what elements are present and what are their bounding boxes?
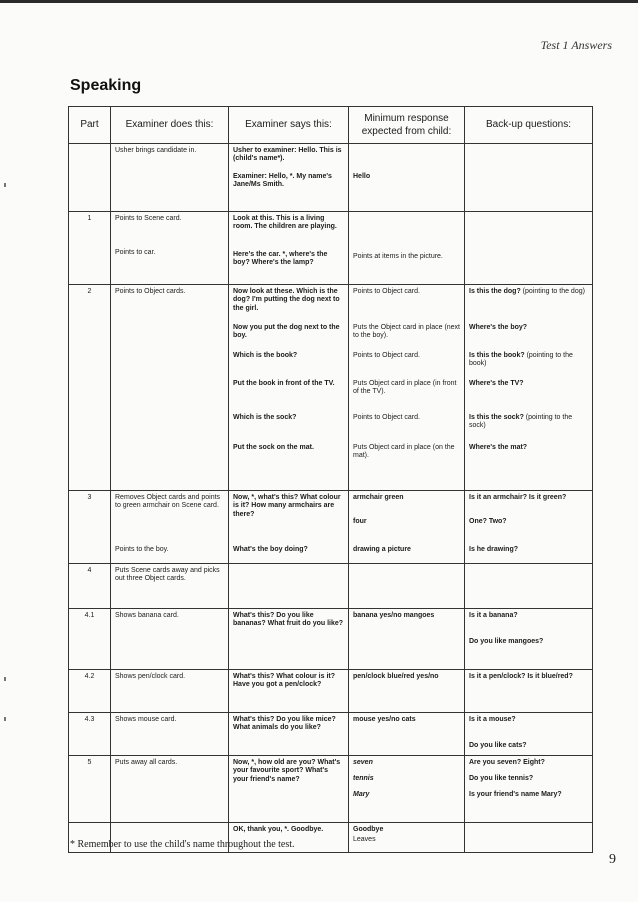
resp-text: Puts Object card in place (on the mat). bbox=[353, 444, 455, 460]
does-cell bbox=[111, 491, 229, 564]
says-text: What's this? Do you like mice? What animals do you like? bbox=[233, 716, 336, 732]
backup-cell bbox=[465, 670, 593, 713]
table-row bbox=[69, 491, 593, 564]
backup-text: Is it a mouse? bbox=[469, 716, 516, 723]
table-row bbox=[69, 713, 593, 756]
backup-text: Where's the TV? bbox=[469, 380, 524, 387]
does-cell bbox=[111, 144, 229, 212]
says-cell bbox=[229, 212, 349, 285]
resp-text: seven bbox=[353, 759, 373, 766]
part-cell: 3 bbox=[69, 491, 111, 564]
backup-note: (pointing to the dog) bbox=[520, 288, 585, 295]
backup-cell bbox=[465, 491, 593, 564]
says-text: What's this? What colour is it? Have you got a pen/clock? bbox=[233, 673, 335, 689]
header-part: Part bbox=[69, 107, 111, 144]
table-row bbox=[69, 285, 593, 491]
says-text: Here's the car. *, where's the boy? Where's the lamp? bbox=[233, 251, 328, 267]
resp-cell bbox=[349, 564, 465, 609]
backup-cell bbox=[465, 713, 593, 756]
says-text: Now, *, how old are you? What's your favourite sport? What's your friend's name? bbox=[233, 759, 341, 783]
backup-text: Do you like mangoes? bbox=[469, 638, 544, 645]
says-cell bbox=[229, 609, 349, 670]
backup-note: (pointing to the book) bbox=[469, 352, 573, 368]
backup-text: Is this the dog? bbox=[469, 288, 521, 295]
running-head: Test 1 Answers bbox=[540, 38, 612, 52]
table-row bbox=[69, 609, 593, 670]
resp-text: Points to Object card. bbox=[353, 414, 420, 421]
does-text: Points to Object cards. bbox=[115, 288, 186, 295]
does-cell bbox=[111, 564, 229, 609]
footnote: * Remember to use the child's name throughout the test. bbox=[70, 839, 295, 850]
does-text: Points to car. bbox=[115, 249, 156, 256]
says-text: Which is the sock? bbox=[233, 414, 297, 421]
backup-cell bbox=[465, 823, 593, 853]
does-cell bbox=[111, 713, 229, 756]
part-cell: 4.2 bbox=[69, 670, 111, 713]
does-text: Usher brings candidate in. bbox=[115, 147, 197, 154]
table-row bbox=[69, 564, 593, 609]
says-text: Now, *, what's this? What colour is it? How many armchairs are there? bbox=[233, 494, 341, 518]
says-cell bbox=[229, 285, 349, 491]
table-row bbox=[69, 212, 593, 285]
does-text: Points to Scene card. bbox=[115, 215, 182, 222]
does-cell bbox=[111, 285, 229, 491]
does-cell bbox=[111, 212, 229, 285]
says-text: Which is the book? bbox=[233, 352, 298, 359]
header-minimum-response: Minimum response expected from child: bbox=[349, 107, 465, 144]
resp-cell bbox=[349, 713, 465, 756]
header-examiner-says: Examiner says this: bbox=[229, 107, 349, 144]
backup-note: (pointing to the sock) bbox=[469, 414, 573, 430]
does-text: Shows banana card. bbox=[115, 612, 179, 619]
scan-mark bbox=[4, 677, 6, 681]
backup-text: Do you like tennis? bbox=[469, 775, 534, 782]
backup-cell bbox=[465, 285, 593, 491]
says-cell bbox=[229, 670, 349, 713]
scan-mark bbox=[4, 183, 6, 187]
part-cell: 5 bbox=[69, 756, 111, 823]
backup-text: Is it an armchair? Is it green? bbox=[469, 494, 567, 501]
part-cell: 4 bbox=[69, 564, 111, 609]
backup-text: Is this the book? bbox=[469, 352, 525, 359]
resp-text: banana yes/no mangoes bbox=[353, 612, 435, 619]
does-text: Puts away all cards. bbox=[115, 759, 178, 766]
header-backup-questions: Back-up questions: bbox=[465, 107, 593, 144]
backup-text: Do you like cats? bbox=[469, 742, 527, 749]
resp-text: Goodbye bbox=[353, 826, 384, 833]
resp-text: Hello bbox=[353, 173, 371, 180]
says-cell bbox=[229, 756, 349, 823]
table-header-row bbox=[69, 107, 593, 144]
backup-text: Are you seven? Eight? bbox=[469, 759, 545, 766]
backup-cell bbox=[465, 144, 593, 212]
resp-text: Puts Object card in place (in front of the TV). bbox=[353, 380, 457, 396]
backup-text: Where's the mat? bbox=[469, 444, 528, 451]
backup-text: Is he drawing? bbox=[469, 546, 519, 553]
backup-text: Is this the sock? bbox=[469, 414, 524, 421]
backup-cell bbox=[465, 212, 593, 285]
resp-text: armchair green bbox=[353, 494, 404, 501]
resp-text: Points at items in the picture. bbox=[353, 253, 443, 260]
says-cell bbox=[229, 713, 349, 756]
section-heading: Speaking bbox=[70, 77, 142, 94]
says-cell bbox=[229, 144, 349, 212]
resp-text: drawing a picture bbox=[353, 546, 411, 553]
does-cell bbox=[111, 756, 229, 823]
resp-text: Puts the Object card in place (next to the boy). bbox=[353, 324, 460, 340]
page-number: 9 bbox=[609, 852, 616, 867]
says-text: OK, thank you, *. Goodbye. bbox=[233, 826, 324, 833]
part-cell: 4.1 bbox=[69, 609, 111, 670]
resp-text: Points to Object card. bbox=[353, 288, 420, 295]
backup-cell bbox=[465, 609, 593, 670]
resp-cell bbox=[349, 285, 465, 491]
resp-text: pen/clock blue/red yes/no bbox=[353, 673, 439, 680]
resp-text: Mary bbox=[353, 791, 370, 798]
part-cell: 1 bbox=[69, 212, 111, 285]
table-row bbox=[69, 144, 593, 212]
resp-cell bbox=[349, 491, 465, 564]
says-text: Examiner: Hello, *. My name's Jane/Ms Smith. bbox=[233, 173, 332, 189]
does-cell bbox=[111, 609, 229, 670]
resp-text: four bbox=[353, 518, 367, 525]
does-text: Puts Scene cards away and picks out three Object cards. bbox=[115, 567, 220, 583]
resp-cell bbox=[349, 823, 465, 853]
resp-cell bbox=[349, 144, 465, 212]
part-cell: 2 bbox=[69, 285, 111, 491]
scan-mark bbox=[4, 717, 6, 721]
does-text: Points to the boy. bbox=[115, 546, 169, 553]
resp-text: Leaves bbox=[353, 836, 376, 843]
resp-text: tennis bbox=[353, 775, 374, 782]
header-examiner-does: Examiner does this: bbox=[111, 107, 229, 144]
backup-cell bbox=[465, 756, 593, 823]
says-text: Look at this. This is a living room. The children are playing. bbox=[233, 215, 337, 231]
resp-text: Points to Object card. bbox=[353, 352, 420, 359]
backup-cell bbox=[465, 564, 593, 609]
says-cell bbox=[229, 564, 349, 609]
resp-cell bbox=[349, 670, 465, 713]
says-text: What's this? Do you like bananas? What fruit do you like? bbox=[233, 612, 344, 628]
resp-cell bbox=[349, 756, 465, 823]
says-text: Now look at these. Which is the dog? I'm putting the dog next to the girl. bbox=[233, 288, 340, 312]
does-cell bbox=[111, 670, 229, 713]
backup-text: One? Two? bbox=[469, 518, 507, 525]
backup-text: Where's the boy? bbox=[469, 324, 528, 331]
speaking-table bbox=[68, 106, 593, 853]
says-text: Put the sock on the mat. bbox=[233, 444, 314, 451]
does-text: Shows pen/clock card. bbox=[115, 673, 186, 680]
backup-text: Is it a banana? bbox=[469, 612, 518, 619]
part-cell bbox=[69, 144, 111, 212]
page-top-rule bbox=[0, 0, 638, 3]
says-text: Now you put the dog next to the boy. bbox=[233, 324, 340, 340]
does-text: Shows mouse card. bbox=[115, 716, 177, 723]
resp-cell bbox=[349, 609, 465, 670]
backup-text: Is it a pen/clock? Is it blue/red? bbox=[469, 673, 573, 680]
resp-text: mouse yes/no cats bbox=[353, 716, 416, 723]
backup-text: Is your friend's name Mary? bbox=[469, 791, 562, 798]
says-text: Usher to examiner: Hello. This is (child's name*). bbox=[233, 147, 342, 163]
says-text: Put the book in front of the TV. bbox=[233, 380, 335, 387]
table-row bbox=[69, 756, 593, 823]
table-row bbox=[69, 670, 593, 713]
says-cell bbox=[229, 491, 349, 564]
part-cell: 4.3 bbox=[69, 713, 111, 756]
resp-cell bbox=[349, 212, 465, 285]
does-text: Removes Object cards and points to green armchair on Scene card. bbox=[115, 494, 221, 510]
says-text: What's the boy doing? bbox=[233, 546, 308, 553]
